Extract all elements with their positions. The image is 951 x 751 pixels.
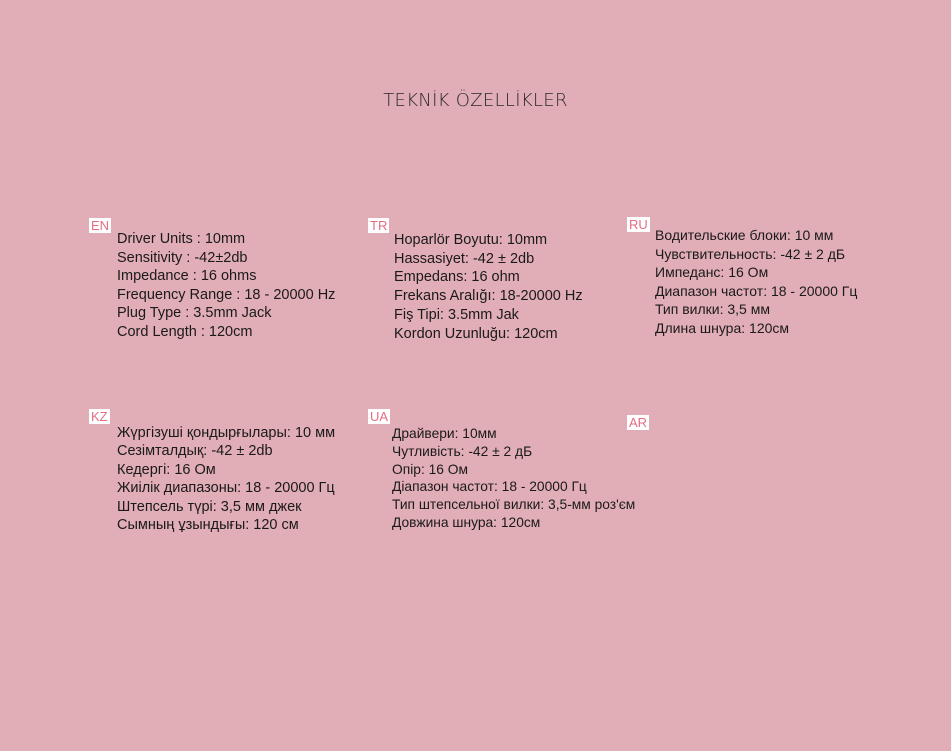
spec-line: Длина шнура: 120см xyxy=(655,319,790,336)
spec-line: Empedans: 16 ohm xyxy=(394,269,520,286)
spec-line: Frekans Aralığı: 18-20000 Hz xyxy=(394,288,583,305)
spec-line: Жиілік диапазоны: 18 - 20000 Гц xyxy=(117,480,335,497)
spec-list-ru xyxy=(655,226,857,337)
spec-line: Hoparlör Boyutu: 10mm xyxy=(394,232,548,248)
spec-line: Plug Type : 3.5mm Jack xyxy=(117,305,272,321)
spec-line: Жүргізуші қондырғылары: 10 мм xyxy=(117,425,336,441)
spec-line: Driver Units : 10mm xyxy=(117,231,246,247)
spec-line: Драйвери: 10мм xyxy=(392,426,497,441)
spec-line: Опір: 16 Ом xyxy=(392,461,469,477)
language-tag-tr: TR xyxy=(370,218,388,233)
spec-line: Штепсель түрі: 3,5 мм джек xyxy=(117,498,302,515)
language-tag-ar: AR xyxy=(629,415,648,430)
spec-line: Сезімталдық: -42 ± 2db xyxy=(117,443,273,460)
spec-line: Sensitivity : -42±2db xyxy=(117,249,248,266)
spec-line: Frequency Range : 18 - 20000 Hz xyxy=(117,286,336,303)
language-tag-ua: UA xyxy=(370,409,389,424)
spec-list-tr xyxy=(394,231,583,343)
spec-line: Сымның ұзындығы: 120 см xyxy=(117,517,299,534)
spec-line: Довжина шнура: 120см xyxy=(392,514,541,530)
language-tag-kz: KZ xyxy=(91,409,108,424)
spec-line: Тип вилки: 3,5 мм xyxy=(655,301,770,317)
spec-line: Диапазон частот: 18 - 20000 Гц xyxy=(655,282,858,299)
spec-line: Импеданс: 16 Ом xyxy=(655,264,769,280)
spec-line: Діапазон частот: 18 - 20000 Гц xyxy=(392,479,587,495)
spec-line: Чувствительность: -42 ± 2 дБ xyxy=(655,245,846,262)
spec-list-en xyxy=(117,230,335,341)
spec-line: Impedance : 16 ohms xyxy=(117,268,257,284)
spec-line: Водительские блоки: 10 мм xyxy=(655,227,834,243)
spec-line: Cord Length : 120cm xyxy=(117,323,253,340)
spec-list-ua xyxy=(392,425,635,532)
spec-line: Чутливість: -42 ± 2 дБ xyxy=(392,443,533,459)
spec-line: Hassasiyet: -42 ± 2db xyxy=(394,250,535,267)
page-title: TEKNİK ÖZELLİKLER xyxy=(383,90,568,111)
language-tag-en: EN xyxy=(91,218,110,233)
spec-line: Kordon Uzunluğu: 120cm xyxy=(394,325,558,342)
spec-line: Тип штепсельної вилки: 3,5-мм роз'єм xyxy=(392,497,636,513)
spec-line: Fiş Tipi: 3.5mm Jak xyxy=(394,306,519,323)
spec-list-kz xyxy=(117,424,335,534)
spec-line: Кедергі: 16 Ом xyxy=(117,461,216,478)
language-tag-ru: RU xyxy=(629,217,648,232)
